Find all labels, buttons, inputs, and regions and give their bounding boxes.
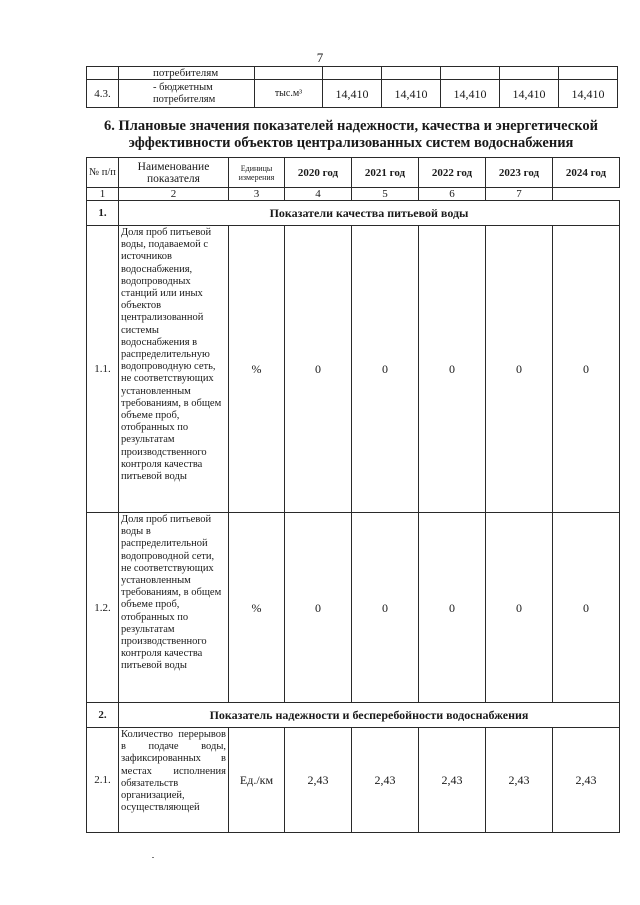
header-year-2021: 2021 год: [352, 158, 419, 188]
col-number: 6: [419, 188, 486, 201]
row-number: 1.1.: [87, 226, 119, 513]
table-row: [87, 226, 620, 513]
header-year-2022: 2022 год: [419, 158, 486, 188]
row-name: Доля проб питьевой воды, подаваемой с источников водоснабжения, водопроводных станций или иных объектов централизованной системы водоснабжения в распределительную водопроводную сеть, не соответствующих установленным требованиям, в общем объеме проб, отобранных по результатам производственного контроля качества питьевой воды: [119, 226, 229, 513]
row-number: 1.2.: [87, 513, 119, 703]
row-number: 4.3.: [87, 80, 119, 108]
row-number: 2.1.: [87, 728, 119, 833]
section-number: 1.: [87, 201, 119, 226]
row-name: Количество перерывов в подаче воды, зафиксированных в местах исполнения обязательств организацией, осуществляющей: [119, 728, 229, 833]
col-number: 3: [229, 188, 285, 201]
row-value-2024: 0: [553, 226, 620, 513]
row-value-2020: 2,43: [285, 728, 352, 833]
row-value-2021: 0: [352, 513, 419, 703]
row-name: - бюджетным потребителям: [119, 80, 255, 108]
row-value-2022: 0: [419, 226, 486, 513]
col-number: 1: [87, 188, 119, 201]
section-heading: 6. Плановые значения показателей надежности, качества и энергетической эффективности объектов централизованных систем водоснабжения: [104, 118, 598, 151]
row-unit: Ед./км: [229, 728, 285, 833]
table-row: [87, 513, 620, 703]
header-row: [87, 158, 620, 188]
row-unit: %: [229, 513, 285, 703]
table-row: [87, 80, 618, 108]
top-table: [86, 66, 618, 108]
row-value-2021: 0: [352, 226, 419, 513]
row-value-2023: 0: [486, 513, 553, 703]
page-number: 7: [316, 50, 324, 65]
section-title: Показатель надежности и бесперебойности водоснабжения: [119, 703, 620, 728]
row-value-2024: 14,410: [559, 80, 618, 108]
row-value-2023: 2,43: [486, 728, 553, 833]
col-number: 7: [486, 188, 553, 201]
column-number-row: [87, 188, 620, 201]
row-value-2024: 2,43: [553, 728, 620, 833]
col-number: 2: [119, 188, 229, 201]
table-row: [87, 728, 620, 833]
top-table-partial-name: потребителям: [119, 67, 255, 80]
col-number: 5: [352, 188, 419, 201]
scan-speck: [152, 857, 154, 858]
section-row: [87, 201, 620, 226]
row-unit: %: [229, 226, 285, 513]
header-year-2023: 2023 год: [486, 158, 553, 188]
section-row: [87, 703, 620, 728]
row-value-2022: 14,410: [441, 80, 500, 108]
row-value-2024: 0: [553, 513, 620, 703]
row-value-2020: 0: [285, 226, 352, 513]
row-value-2020: 0: [285, 513, 352, 703]
section-title: Показатели качества питьевой воды: [119, 201, 620, 226]
row-value-2021: 14,410: [382, 80, 441, 108]
header-year-2020: 2020 год: [285, 158, 352, 188]
row-unit: тыс.м³: [255, 80, 323, 108]
header-name: Наименование показателя: [119, 158, 229, 188]
indicators-table: [86, 157, 620, 833]
row-value-2022: 0: [419, 513, 486, 703]
row-value-2021: 2,43: [352, 728, 419, 833]
row-value-2022: 2,43: [419, 728, 486, 833]
header-unit: Единицы измерения: [229, 158, 285, 188]
header-year-2024: 2024 год: [553, 158, 620, 188]
row-value-2023: 0: [486, 226, 553, 513]
header-num: № п/п: [87, 158, 119, 188]
section-number: 2.: [87, 703, 119, 728]
col-number: 4: [285, 188, 352, 201]
row-name: Доля проб питьевой воды в распределительной водопроводной сети, не соответствующих установленным требованиям, в общем объеме проб, отобранных по результатам производственного контроля качества питьевой воды: [119, 513, 229, 703]
row-value-2020: 14,410: [323, 80, 382, 108]
row-value-2023: 14,410: [500, 80, 559, 108]
